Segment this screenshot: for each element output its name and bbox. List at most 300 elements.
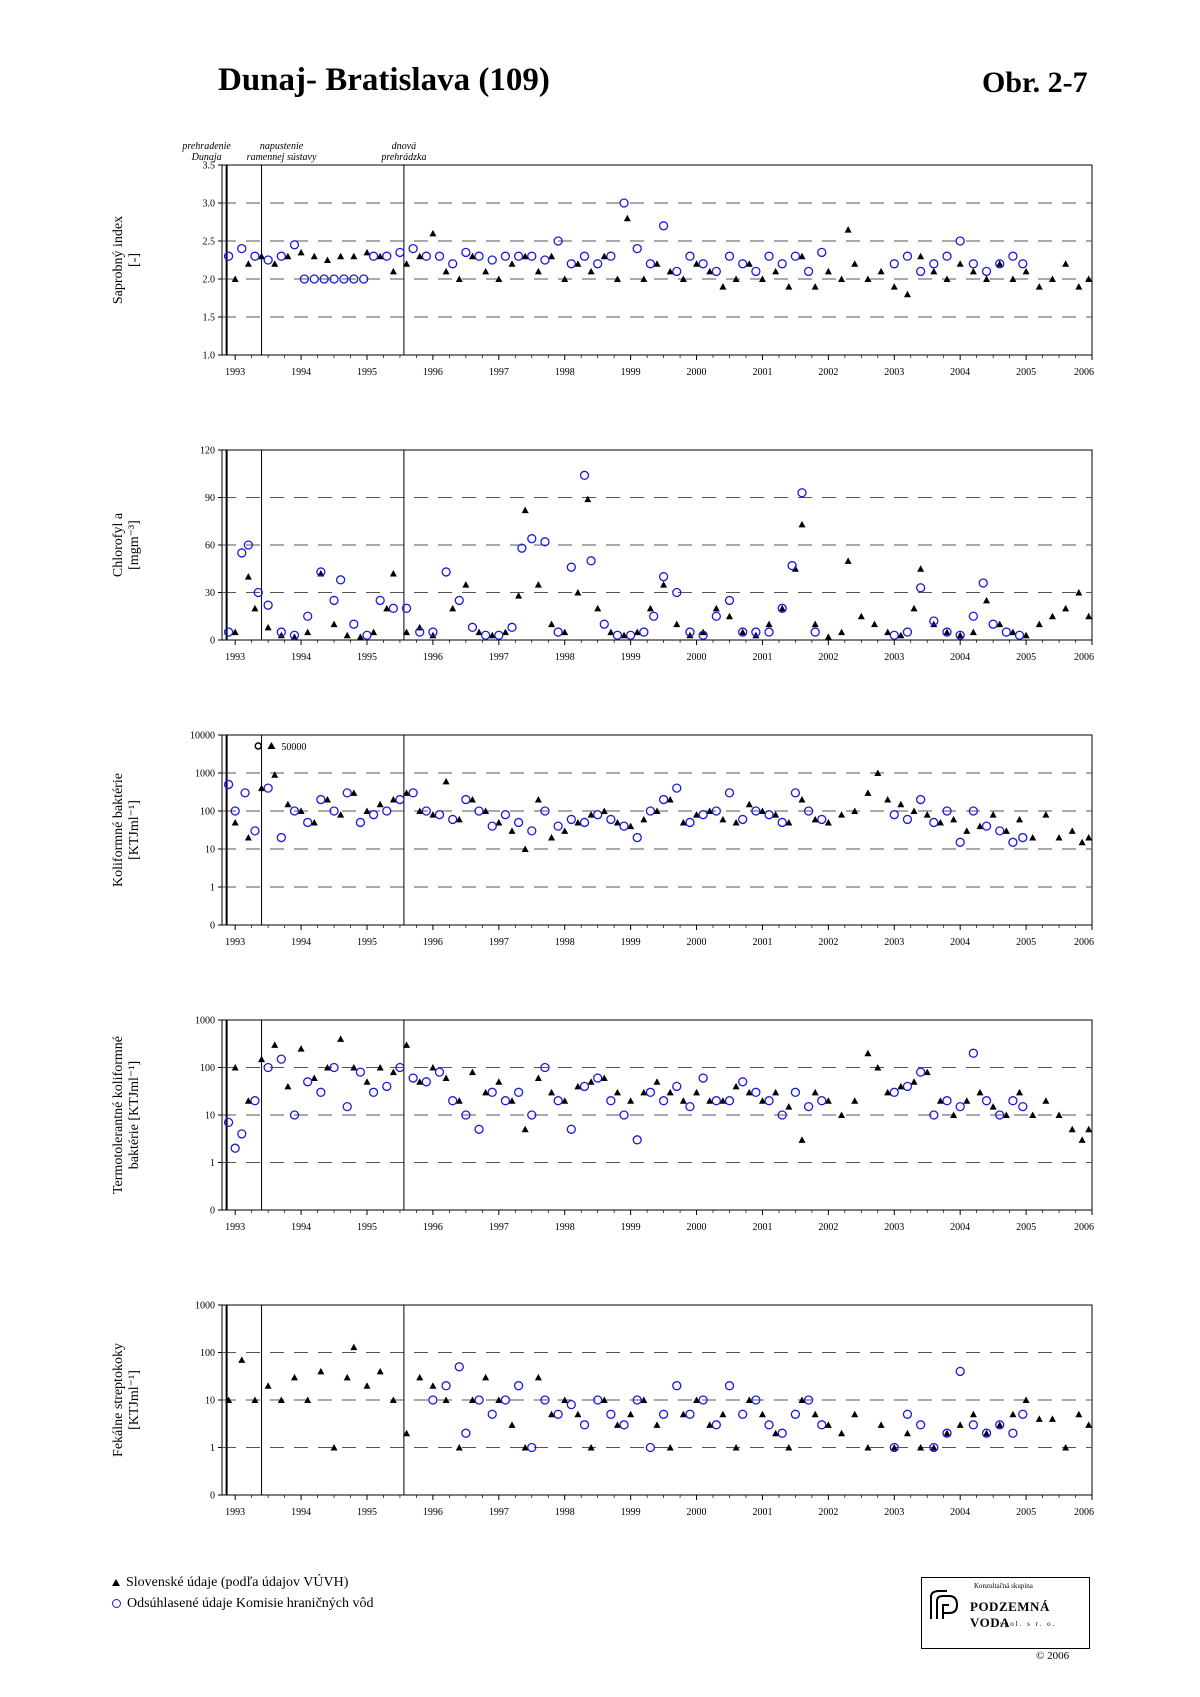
y-tick-label: 1 [210,1158,215,1169]
data-point-commission [383,807,391,815]
data-point-slovak [574,1411,581,1418]
x-tick-label: 2006 [1074,652,1094,663]
data-point-commission [633,1136,641,1144]
data-point-commission [996,827,1004,835]
data-point-commission [788,562,796,570]
data-point-commission [567,260,575,268]
data-point-slovak [838,1430,845,1437]
x-tick-label: 1996 [422,937,443,948]
data-point-slovak [693,1089,700,1096]
data-point-commission [917,1068,925,1076]
data-point-commission [238,1130,246,1138]
data-point-slovak [851,1411,858,1418]
data-point-commission [567,563,575,571]
data-point-commission [650,612,658,620]
data-point-slovak [772,268,779,275]
data-point-slovak [917,253,924,260]
data-point-slovak [443,778,450,785]
data-point-commission [660,573,668,581]
y-tick-label: 10 [205,844,215,856]
y-axis-label: [mgm⁻³] [127,520,142,570]
y-axis-label: Saprobný index [111,215,126,305]
data-point-slovak [364,1078,371,1085]
event-label: napustenie [259,141,304,152]
data-point-commission [726,252,734,260]
data-point-slovak [1016,1089,1023,1096]
data-point-slovak [917,565,924,572]
annotation-marker [255,743,261,749]
x-tick-label: 2000 [686,1507,707,1518]
data-point-commission [304,818,312,826]
data-point-slovak [364,1382,371,1389]
data-point-slovak [667,1089,674,1096]
data-point-slovak [766,621,773,628]
data-point-commission [383,1082,391,1090]
x-tick-label: 2001 [752,1222,773,1233]
data-point-slovak [719,1411,726,1418]
data-point-slovak [1023,268,1030,275]
data-point-slovak [350,253,357,260]
data-point-commission [488,822,496,830]
x-tick-label: 2005 [1016,1507,1037,1518]
data-point-slovak [614,1089,621,1096]
x-tick-label: 2004 [950,1507,971,1518]
data-point-commission [890,811,898,819]
data-point-commission [396,796,404,804]
x-tick-label: 2002 [818,1507,839,1518]
x-tick-label: 2003 [884,1507,905,1518]
data-point-commission [791,1088,799,1096]
data-point-commission [409,1074,417,1082]
data-point-commission [528,827,536,835]
data-point-slovak [799,1136,806,1143]
x-tick-label: 2003 [884,652,905,663]
data-point-commission [739,815,747,823]
data-point-slovak [298,249,305,256]
data-point-commission [765,628,773,636]
y-tick-label: 1.0 [202,350,215,362]
data-point-slovak [548,621,555,628]
data-point-slovak [884,796,891,803]
data-point-commission [673,1082,681,1090]
data-point-commission [594,1074,602,1082]
data-point-slovak [871,621,878,628]
data-point-commission [660,1410,668,1418]
data-point-slovak [509,260,516,267]
data-point-commission [1009,1097,1017,1105]
data-point-slovak [482,268,489,275]
data-point-slovak [584,496,591,503]
data-point-slovak [1062,605,1069,612]
data-point-commission [449,260,457,268]
data-point-slovak [1049,613,1056,620]
data-point-slovak [462,581,469,588]
data-point-slovak [344,632,351,639]
data-point-commission [712,612,720,620]
data-point-slovak [429,1064,436,1071]
data-point-slovak [864,789,871,796]
data-point-slovak [660,581,667,588]
x-tick-label: 1999 [620,367,641,378]
data-point-commission [1019,260,1027,268]
data-point-commission [508,623,516,631]
data-point-commission [979,579,987,587]
data-point-commission [1016,631,1024,639]
data-point-slovak [759,1411,766,1418]
data-point-commission [917,267,925,275]
data-point-slovak [456,1444,463,1451]
data-point-slovak [1079,839,1086,846]
data-point-slovak [331,621,338,628]
data-point-commission [442,1382,450,1390]
x-tick-label: 1997 [488,1507,509,1518]
data-point-slovak [443,268,450,275]
data-point-slovak [878,1421,885,1428]
data-point-slovak [713,605,720,612]
data-point-commission [363,631,371,639]
x-tick-label: 1993 [225,1507,246,1518]
x-tick-label: 2002 [818,1222,839,1233]
data-point-slovak [1085,1421,1092,1428]
data-point-slovak [864,1050,871,1057]
data-point-commission [739,1410,747,1418]
x-tick-label: 1995 [357,652,377,663]
x-tick-label: 1997 [488,652,509,663]
data-point-slovak [594,605,601,612]
triangle-marker-icon [112,1579,120,1586]
data-point-commission [765,811,773,819]
data-point-slovak [337,253,344,260]
x-tick-label: 2006 [1074,1507,1094,1518]
x-tick-label: 1999 [620,1222,641,1233]
data-point-commission [231,1144,239,1152]
data-point-slovak [509,1421,516,1428]
data-point-commission [370,1088,378,1096]
data-point-slovak [930,268,937,275]
x-tick-label: 2001 [752,367,773,378]
data-point-slovak [627,1411,634,1418]
data-point-slovak [957,260,964,267]
x-tick-label: 2005 [1016,1222,1037,1233]
data-point-commission [699,1074,707,1082]
logo-main-text: PODZEMNÁ VODA [970,1599,1050,1630]
x-tick-label: 1993 [225,937,246,948]
legend [112,1572,374,1614]
data-point-commission [501,1396,509,1404]
data-point-slovak [377,801,384,808]
data-point-commission [956,237,964,245]
x-tick-label: 1998 [554,1222,575,1233]
data-point-commission [818,248,826,256]
data-point-slovak [851,260,858,267]
data-point-commission [903,628,911,636]
data-point-commission [930,818,938,826]
x-tick-label: 1994 [291,937,312,948]
data-point-commission [818,1097,826,1105]
data-point-commission [903,1082,911,1090]
data-point-slovak [1075,1411,1082,1418]
data-point-slovak [640,816,647,823]
data-point-slovak [535,268,542,275]
data-point-slovak [838,629,845,636]
data-point-slovak [344,1374,351,1381]
x-tick-label: 2000 [686,652,707,663]
data-point-commission [482,631,490,639]
logo-sub-text: spol. s r. o. [1000,1620,1057,1628]
data-point-slovak [680,1097,687,1104]
data-point-commission [515,1088,523,1096]
data-point-slovak [1075,283,1082,290]
x-tick-label: 2000 [686,367,707,378]
data-point-commission [501,811,509,819]
x-tick-label: 1994 [291,367,312,378]
data-point-commission [943,252,951,260]
company-logo [921,1577,1090,1649]
data-point-commission [1019,834,1027,842]
data-point-slovak [983,276,990,283]
data-point-commission [455,1363,463,1371]
data-point-commission [495,631,503,639]
data-point-commission [778,260,786,268]
data-point-commission [554,628,562,636]
event-label: dnová [391,141,417,152]
data-point-commission [304,612,312,620]
data-point-commission [515,818,523,826]
y-axis-label: baktérie [KTJml⁻¹] [127,1060,142,1170]
data-point-slovak [350,1344,357,1351]
x-tick-label: 1998 [554,937,575,948]
data-point-commission [917,1421,925,1429]
data-point-commission [343,789,351,797]
data-point-commission [930,260,938,268]
data-point-commission [660,1097,668,1105]
data-point-commission [429,1396,437,1404]
data-point-slovak [772,1089,779,1096]
data-point-commission [890,1088,898,1096]
data-point-commission [686,818,694,826]
data-point-slovak [390,268,397,275]
data-point-slovak [271,771,278,778]
y-tick-label: 0 [210,1205,215,1217]
chart-saprobny-index [0,135,1200,405]
data-point-slovak [812,621,819,628]
data-point-slovak [963,1097,970,1104]
data-point-commission [594,811,602,819]
data-point-commission [686,1103,694,1111]
data-point-commission [462,1429,470,1437]
data-point-slovak [238,1356,245,1363]
x-tick-label: 1994 [291,1507,312,1518]
data-point-commission [818,1421,826,1429]
x-tick-label: 2005 [1016,652,1037,663]
y-tick-label: 60 [205,540,215,552]
data-point-commission [436,252,444,260]
data-point-commission [699,260,707,268]
data-point-commission [890,631,898,639]
data-point-commission [468,623,476,631]
x-tick-label: 1995 [357,1507,377,1518]
x-tick-label: 2001 [752,652,773,663]
data-point-commission [673,784,681,792]
chart-koliformne-bakterie [0,705,1200,975]
data-point-slovak [891,283,898,290]
x-tick-label: 2004 [950,1222,971,1233]
data-point-commission [646,260,654,268]
data-point-commission [627,631,635,639]
data-point-slovak [298,1045,305,1052]
data-point-commission [356,818,364,826]
x-tick-label: 1999 [620,1507,641,1518]
data-point-commission [752,267,760,275]
data-point-commission [640,628,648,636]
data-point-commission [343,1103,351,1111]
logo-top-text: Konzultačná skupina [974,1582,1033,1590]
x-tick-label: 1993 [225,1222,246,1233]
circle-marker-icon [112,1599,121,1608]
data-point-commission [251,252,259,260]
data-point-commission [337,576,345,584]
data-point-commission [726,1097,734,1105]
y-tick-label: 1000 [195,1300,215,1312]
data-point-slovak [429,230,436,237]
data-point-slovak [957,1421,964,1428]
data-point-slovak [963,827,970,834]
data-point-slovak [304,629,311,636]
page-title: Dunaj- Bratislava (109) [218,62,550,98]
legend-item-slovak [112,1572,374,1593]
data-point-commission [277,252,285,260]
data-point-commission [515,1382,523,1390]
x-tick-label: 2000 [686,1222,707,1233]
data-point-slovak [245,260,252,267]
data-point-commission [594,260,602,268]
data-point-commission [646,807,654,815]
x-tick-label: 2003 [884,367,905,378]
event-label: prehrádzka [381,152,427,163]
event-label: prehradenie [182,141,231,152]
plot-frame [222,735,1092,925]
data-point-commission [983,267,991,275]
data-point-slovak [838,811,845,818]
x-tick-label: 1996 [422,367,443,378]
y-tick-label: 2.5 [202,236,215,248]
data-point-commission [475,1396,483,1404]
data-point-commission [712,267,720,275]
x-tick-label: 1998 [554,652,575,663]
x-tick-label: 2006 [1074,367,1094,378]
data-point-slovak [482,1374,489,1381]
x-tick-label: 2001 [752,937,773,948]
data-point-commission [607,252,615,260]
data-point-commission [1009,1429,1017,1437]
data-point-commission [475,807,483,815]
data-point-commission [1019,1410,1027,1418]
data-point-commission [620,822,628,830]
data-point-commission [581,1082,589,1090]
y-tick-label: 10000 [190,730,215,742]
y-tick-label: 10 [205,1110,215,1122]
y-axis-label: [KTJml⁻¹] [127,800,142,860]
data-point-commission [686,1410,694,1418]
data-point-slovak [1029,834,1036,841]
data-point-slovak [548,1089,555,1096]
data-point-commission [917,796,925,804]
data-point-slovak [291,1374,298,1381]
data-point-slovak [654,1078,661,1085]
data-point-slovak [924,811,931,818]
event-label: ramennej sústavy [246,152,317,163]
data-point-commission [251,827,259,835]
data-point-commission [983,1097,991,1105]
data-point-commission [646,1444,654,1452]
data-point-commission [1019,1103,1027,1111]
data-point-slovak [1085,834,1092,841]
x-tick-label: 1994 [291,652,312,663]
data-point-slovak [416,1374,423,1381]
data-point-slovak [522,507,529,514]
x-tick-label: 1997 [488,1222,509,1233]
data-point-slovak [429,1382,436,1389]
data-point-slovak [522,1126,529,1133]
data-point-commission [969,1421,977,1429]
data-point-slovak [390,570,397,577]
data-point-commission [673,267,681,275]
data-point-slovak [911,1078,918,1085]
data-point-commission [291,241,299,249]
data-point-slovak [469,1069,476,1076]
x-tick-label: 2002 [818,937,839,948]
data-point-commission [903,1410,911,1418]
data-point-commission [752,1088,760,1096]
x-tick-label: 1999 [620,937,641,948]
data-point-slovak [561,827,568,834]
data-point-commission [633,245,641,253]
data-point-slovak [719,283,726,290]
data-point-slovak [838,1112,845,1119]
data-point-slovak [785,283,792,290]
y-tick-label: 100 [200,1063,215,1074]
data-point-slovak [812,283,819,290]
data-point-commission [791,1410,799,1418]
data-point-slovak [799,521,806,528]
data-point-commission [765,1097,773,1105]
data-point-commission [554,1410,562,1418]
data-point-commission [587,557,595,565]
y-tick-label: 0 [210,1490,215,1502]
data-point-commission [581,252,589,260]
data-point-commission [554,1097,562,1105]
data-point-commission [389,604,397,612]
data-point-commission [356,1068,364,1076]
data-point-slovak [548,834,555,841]
data-point-slovak [1016,816,1023,823]
data-point-slovak [673,621,680,628]
data-point-commission [251,1097,259,1105]
data-point-commission [528,252,536,260]
x-tick-label: 1995 [357,937,377,948]
data-point-commission [554,822,562,830]
data-point-commission [264,601,272,609]
y-tick-label: 120 [200,445,215,457]
legend-label-commission: Odsúhlasené údaje Komisie hraničných vôd [127,1596,374,1611]
data-point-slovak [284,1083,291,1090]
legend-item-commission [112,1593,374,1614]
data-point-commission [620,1421,628,1429]
data-point-commission [778,1429,786,1437]
x-tick-label: 2004 [950,652,971,663]
data-point-commission [699,811,707,819]
data-point-commission [956,838,964,846]
